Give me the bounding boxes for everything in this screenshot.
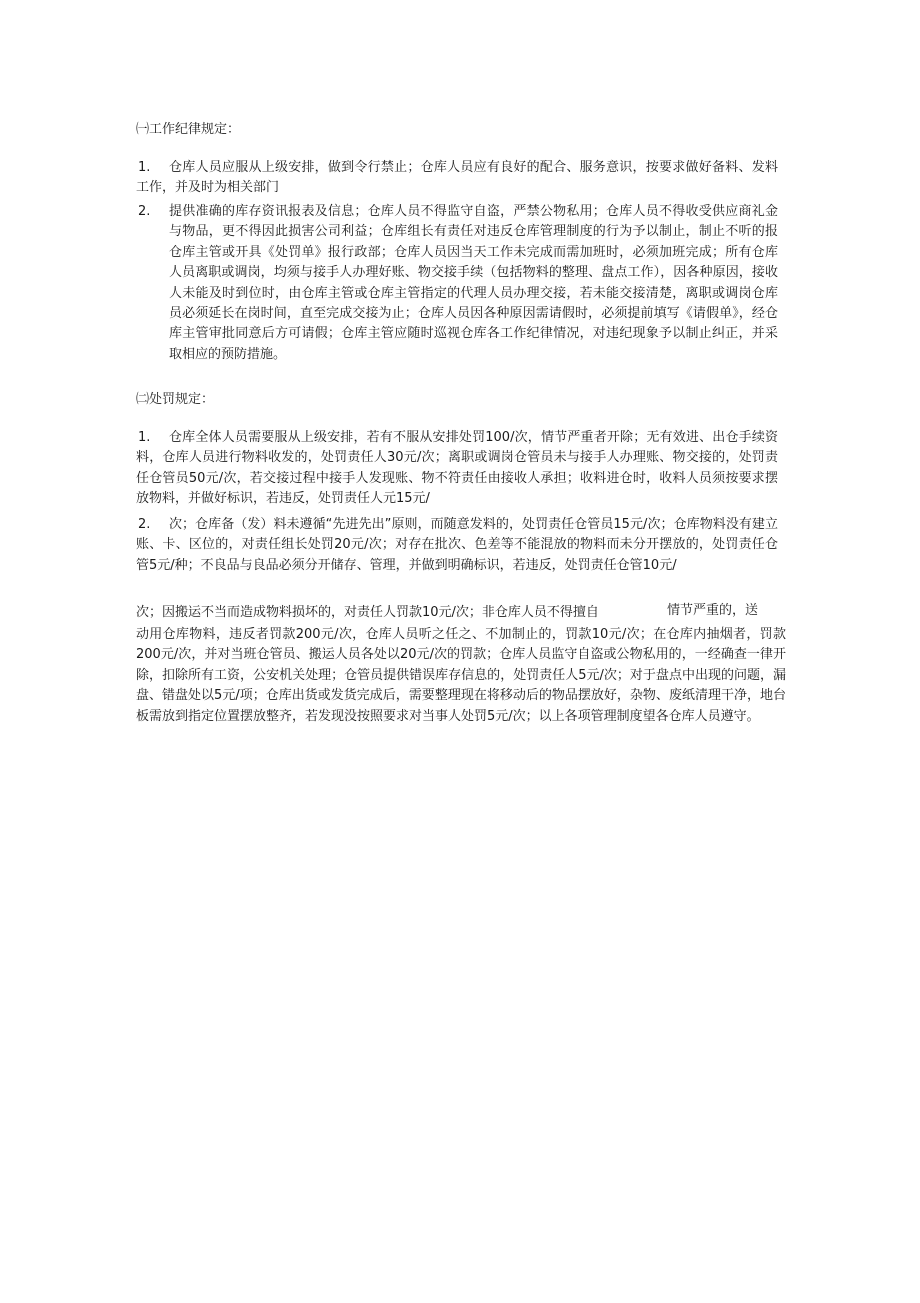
penalty-item-1: 仓库全体人员需要服从上级安排，若有不服从安排处罚100/次，情节严重者开除；无有效进、出仓手续资料，仓库人员进行物料收发的，处罚责任人30元/次；离职或调岗仓管员未与接手人办理账、物交接的，处罚责任仓管员50元/次，若交接过程中接手人发现账、物不符责任由接收人承担；收料进仓时，收料人员须按要求摆放物料，并做好标识，若违反，处罚责任人元15元/ xyxy=(136,430,778,507)
list-number: 1. xyxy=(138,430,151,445)
section-heading-discipline: ㈠工作纪律规定： xyxy=(136,122,241,137)
section-heading-penalty: ㈡处罚规定： xyxy=(136,392,215,407)
discipline-item-2: 提供准确的库存资讯报表及信息；仓库人员不得监守自盗，严禁公物私用；仓库人员不得收受供应商礼金与物品，更不得因此损害公司利益；仓库组长有责任对违反仓库管理制度的行为予以制止，制止不听的报仓库主管或开具《处罚单》报行政部；仓库人员因当天工作未完成而需加班时，必须加班完成；所有仓库人员离职或调岗，均须与接手人办理好账、物交接手续（包括物料的整理、盘点工作），因各种原因，接收人未能及时到位时，由仓库主管或仓库主管指定的代理人员办理交接，若未能交接清楚，离职或调岗仓库员必须延长在岗时间，直至完成交接为止；仓库人员因各种原因需请假时，必须提前填写《请假单》，经仓库主管审批同意后方可请假；仓库主管应随时巡视仓库各工作纪律情况，对违纪现象予以制止纠正，并采取相应的预防措施。 xyxy=(169,204,778,362)
discipline-item-1: 仓库人员应服从上级安排，做到令行禁止；仓库人员应有良好的配合、服务意识，按要求做好备料、发料工作，并及时为相关部门 xyxy=(136,160,778,196)
list-number: 2. xyxy=(138,204,151,219)
penalty-floating-note: 情节严重的，送 xyxy=(667,603,759,618)
penalty-continuation-text: 动用仓库物料，违反者罚款200元/次，仓库人员听之任之、不加制止的，罚款10元/次；在仓库内抽烟者，罚款200元/次，并对当班仓管员、搬运人员各处以20元/次的罚款；仓库人员监守自盗或公物私用的，一经确查一律开除，扣除所有工资，公安机关处理；仓管员提供错误库存信息的，处罚责任人5元/次；对于盘点中出现的问题，漏盘、错盘处以5元/项；仓库出货或发货完成后，需要整理现在将移动后的物品摆放好，杂物、废纸清理干净，地台板需放到指定位置摆放整齐，若发现没按照要求对当事人处罚5元/次；以上各项管理制度望各仓库人员遵守。 xyxy=(136,627,786,724)
list-number: 1. xyxy=(138,160,151,175)
list-number: 2. xyxy=(138,517,151,532)
penalty-item-2: 次；仓库备（发）料未遵循“先进先出”原则，而随意发料的，处罚责任仓管员15元/次；仓库物料没有建立账、卡、区位的，对责任组长处罚20元/次；对存在批次、色差等不能混放的物料而未分开摆放的，处罚责任仓管5元/种；不良品与良品必须分开储存、管理，并做到明确标识，若违反，处罚责任仓管10元/ xyxy=(136,517,778,573)
penalty-continuation-first-line: 次；因搬运不当而造成物料损坏的，对责任人罚款10元/次；非仓库人员不得擅自 xyxy=(136,605,599,620)
